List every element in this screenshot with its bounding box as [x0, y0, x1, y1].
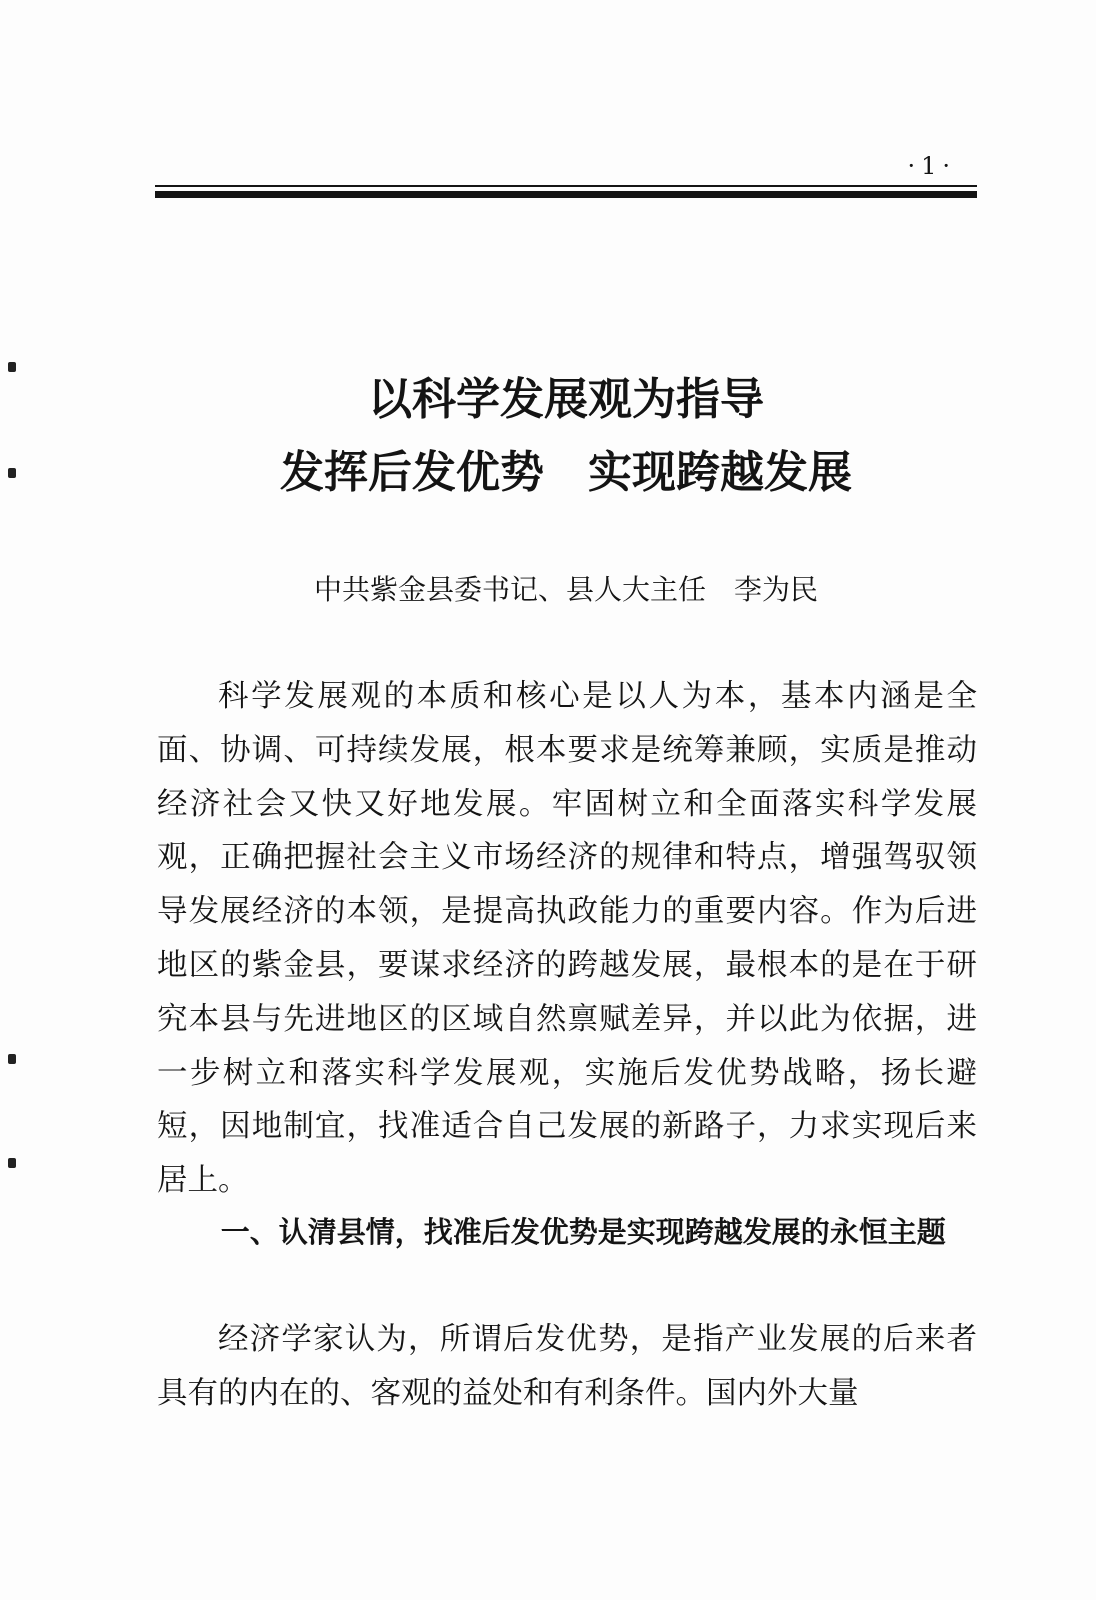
- binding-hole-mark: [8, 1158, 16, 1168]
- header-rule-thin: [155, 185, 977, 187]
- section-heading: 一、认清县情，找准后发优势是实现跨越发展的永恒主题: [220, 1215, 946, 1249]
- title-line-2: 发挥后发优势 实现跨越发展: [280, 447, 852, 498]
- body-paragraph-2: 经济学家认为，所谓后发优势，是指产业发展的后来者具有的内在的、客观的益处和有利条件。国内外大量: [157, 1322, 977, 1411]
- body-paragraph: 科学发展观的本质和核心是以人为本，基本内涵是全面、协调、可持续发展，根本要求是统筹兼顾，实质是推动经济社会又快又好地发展。牢固树立和全面落实科学发展观，正确把握社会主义市场经济的规律和特点，增强驾驭领导发展经济的本领，是提高执政能力的重要内容。作为后进地区的紫金县，要谋求经济的跨越发展，最根本的是在于研究本县与先进地区的区域自然禀赋差异，并以此为依据，进一步树立和落实科学发展观，实施后发优势战略，扬长避短，因地制宜，找准适合自己发展的新路子，力求实现后来居上。: [157, 679, 977, 1199]
- author-line: 中共紫金县委书记、县人大主任 李为民: [313, 573, 818, 606]
- binding-hole-mark: [8, 362, 16, 372]
- page-number: ·1·: [907, 152, 956, 180]
- title-line-1: 以科学发展观为指导: [368, 374, 764, 425]
- header-rule-thick: [155, 191, 977, 198]
- binding-hole-mark: [8, 468, 16, 478]
- binding-hole-mark: [8, 1054, 16, 1064]
